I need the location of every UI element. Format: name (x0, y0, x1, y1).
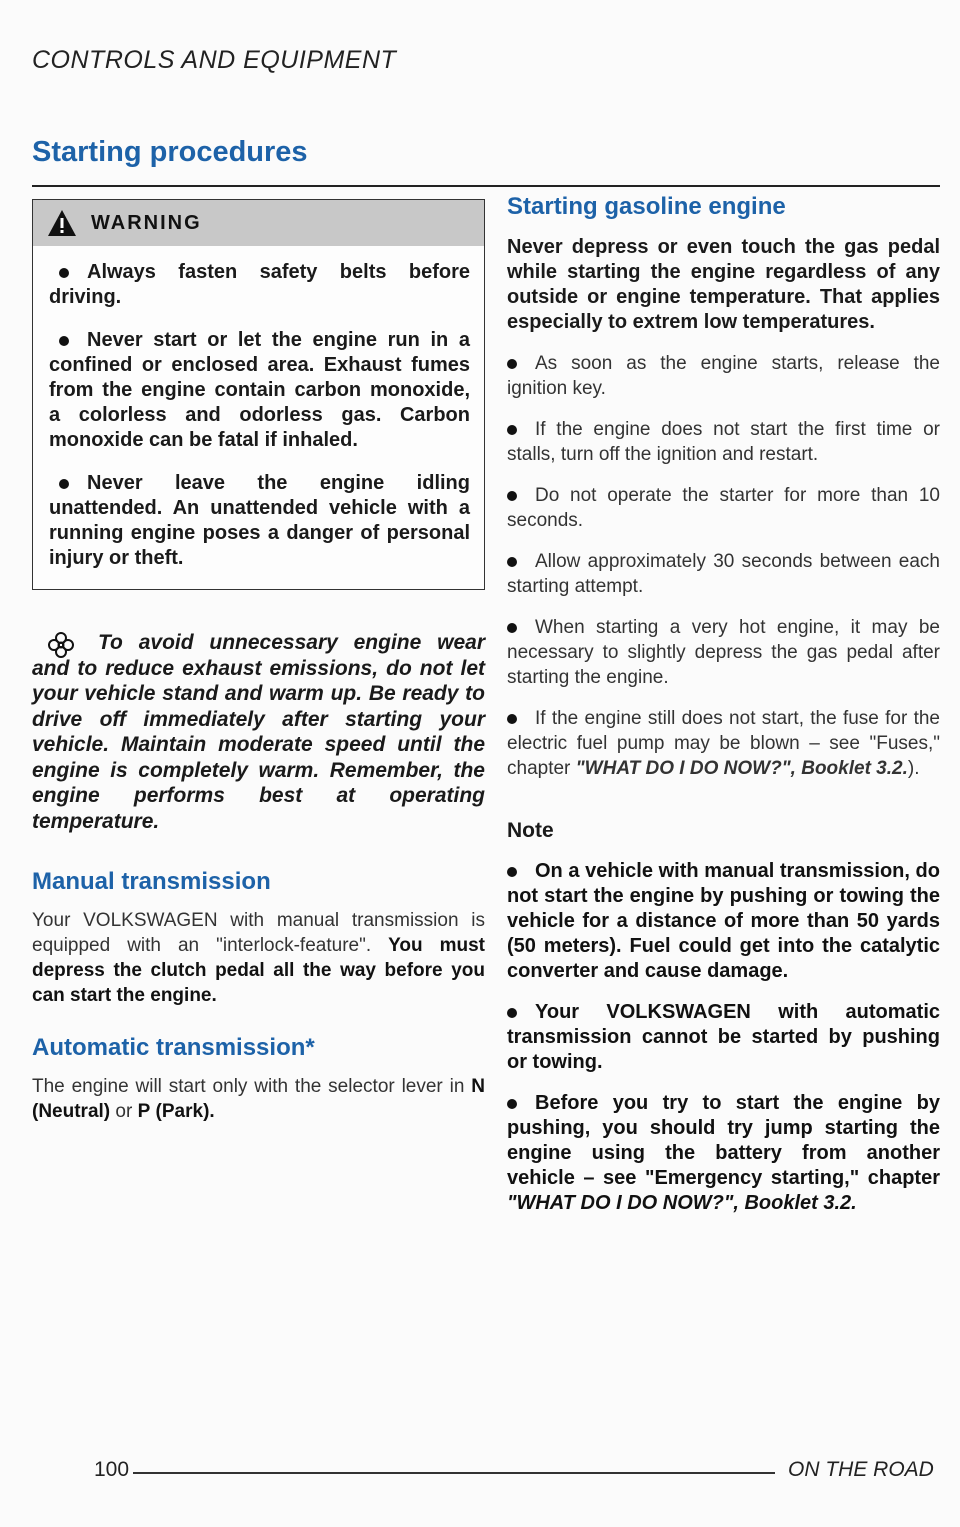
bullet-icon (507, 867, 517, 877)
bullet-icon (59, 479, 69, 489)
page-title: Starting procedures (32, 136, 308, 168)
list-item: On a vehicle with manual transmission, do not start the engine by pushing or towing the vehicle for a distance of more than 50 yards (50 meters). Fuel could get into the catalytic converter and cause damage. (507, 860, 940, 982)
warning-header (33, 200, 484, 246)
bullet-icon (507, 557, 517, 567)
page-number: 100 (94, 1458, 130, 1481)
note-heading: Note (507, 819, 554, 842)
automatic-transmission-heading: Automatic transmission* (32, 1034, 315, 1061)
footer-label: ON THE ROAD (788, 1458, 934, 1481)
gasoline-list (507, 351, 940, 781)
bullet-icon (59, 336, 69, 346)
list-item: Before you try to start the engine by pushing, you should try jump starting the engine using the battery from another vehicle – see "Emergency starting," chapter "WHAT DO I DO NOW?", Booklet 3.2. (507, 1092, 940, 1214)
bullet-icon (507, 1099, 517, 1109)
warning-item: Never start or let the engine run in a confined or enclosed area. Exhaust fumes from the engine contain carbon monoxide, a colorless and odorless gas. Carbon monoxide can be fatal if inhaled. (49, 329, 470, 451)
list-item: If the engine still does not start, the fuse for the electric fuel pump may be blown – see "Fuses," chapter "WHAT DO I DO NOW?", Booklet 3.2.). (507, 708, 940, 779)
environment-tip (32, 630, 485, 834)
gasoline-heading: Starting gasoline engine (507, 193, 786, 220)
footer-divider (133, 1472, 775, 1474)
list-item: If the engine does not start the first time or stalls, turn off the ignition and restart. (507, 419, 940, 465)
bullet-icon (507, 425, 517, 435)
manual-transmission-heading: Manual transmission (32, 868, 271, 895)
list-item: Your VOLKSWAGEN with automatic transmission cannot be started by pushing or towing. (507, 1001, 940, 1073)
warning-list (33, 246, 484, 571)
bullet-icon (507, 623, 517, 633)
list-item: Allow approximately 30 seconds between each starting attempt. (507, 551, 940, 597)
warning-label: WARNING (91, 211, 202, 234)
bullet-icon (507, 491, 517, 501)
gasoline-lead: Never depress or even touch the gas pedal while starting the engine regardless of any outside or engine temperature. That applies especially to extrem low temperatures. (507, 236, 940, 333)
note-list (507, 859, 940, 1216)
warning-item: Never leave the engine idling unattended. An unattended vehicle with a running engine poses a danger of personal injury or theft. (49, 472, 470, 569)
list-item: As soon as the engine starts, release the ignition key. (507, 353, 940, 399)
manual-transmission-text: Your VOLKSWAGEN with manual transmission is equipped with an "interlock-feature". You must depress the clutch pedal all the way before you can start the engine. (32, 910, 486, 1006)
section-header: CONTROLS AND EQUIPMENT (32, 46, 397, 74)
tip-text: To avoid unnecessary engine wear and to reduce exhaust emissions, do not let your vehicle stand and warm up. Be ready to drive off immediately after starting your vehicle. Maintain moderate speed until the engine is completely warm. Remember, the engine performs best at operating temperature. (32, 631, 485, 833)
bullet-icon (507, 714, 517, 724)
automatic-transmission-text: The engine will start only with the selector lever in N (Neutral) or P (Park). (32, 1076, 485, 1122)
warning-item: Always fasten safety belts before driving. (49, 261, 470, 308)
bullet-icon (507, 359, 517, 369)
environment-flower-icon (46, 630, 76, 660)
warning-box (32, 199, 485, 590)
bullet-icon (59, 268, 69, 278)
warning-triangle-icon (47, 209, 77, 237)
bullet-icon (507, 1008, 517, 1018)
list-item: Do not operate the starter for more than 10 seconds. (507, 485, 940, 531)
right-column (507, 193, 940, 1216)
left-column (32, 199, 485, 1124)
list-item: When starting a very hot engine, it may be necessary to slightly depress the gas pedal after starting the engine. (507, 617, 940, 688)
title-divider (32, 185, 940, 187)
